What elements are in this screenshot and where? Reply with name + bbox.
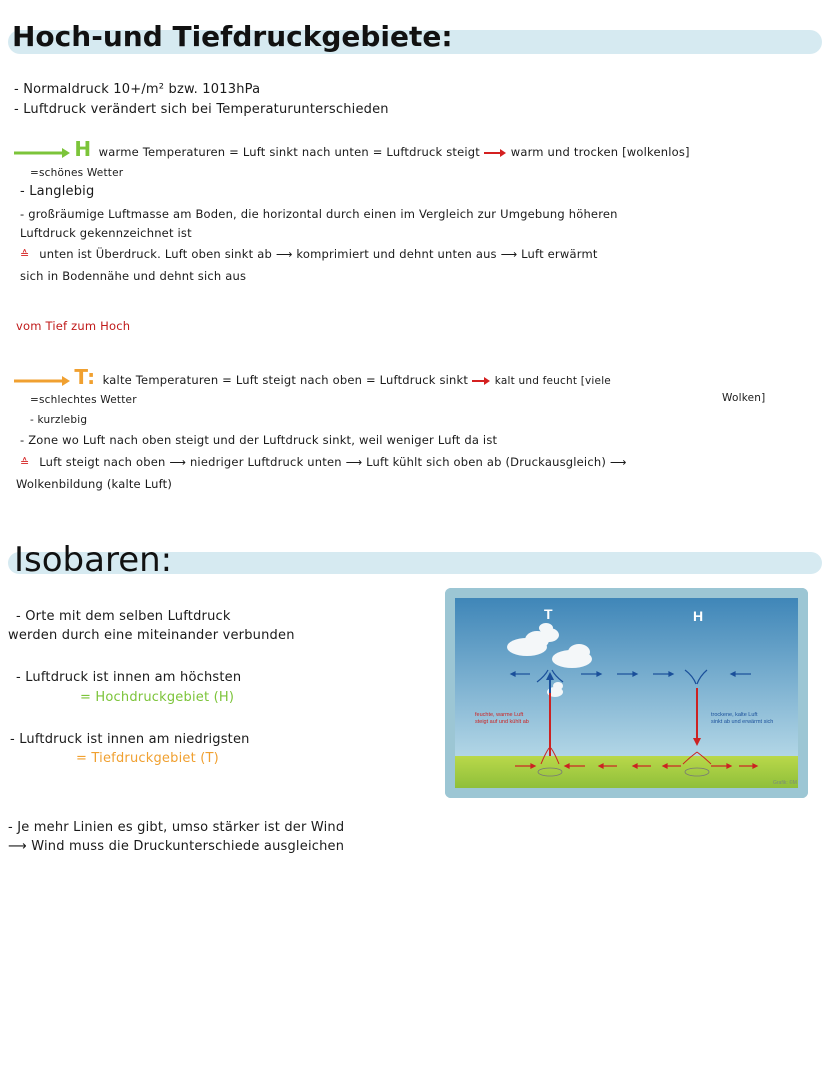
diagram-graphic [445, 588, 808, 798]
isobar-item-5: - Je mehr Linien es gibt, umso stärker ist der Wind [8, 820, 345, 835]
high-definition: warme Temperaturen = Luft sinkt nach unten = Luftdruck steigt [98, 145, 481, 159]
pressure-diagram [445, 588, 808, 798]
high-nice-weather: =schönes Wetter [30, 167, 124, 179]
low-symbol: T: [74, 365, 96, 389]
high-symbol: H [74, 137, 92, 161]
red-arrow-icon [472, 376, 490, 386]
isobaren-title: Isobaren: [14, 540, 173, 580]
page-title: Hoch-und Tiefdruckgebiete: [12, 20, 453, 53]
low-bad-weather: =schlechtes Wetter [30, 394, 137, 406]
bullet-normaldruck: - Normaldruck 10+/m² bzw. 1013hPa [14, 82, 261, 97]
arrow-icon: ⟶ [8, 839, 27, 854]
isobar-item-6: ⟶ Wind muss die Druckunterschiede ausgleichen [8, 839, 345, 854]
red-arrow-icon [484, 148, 506, 158]
high-line-1 [14, 137, 690, 161]
diagram-text-right: trockene, kalte Luft sinkt ab und erwärmt sich [711, 712, 774, 725]
isobar-item-1: - Orte mit dem selben Luftdruck [16, 609, 231, 624]
isobar-item-3: - Luftdruck ist innen am höchsten [16, 670, 242, 685]
arrow-icon: ⟶ [169, 455, 187, 469]
high-weather: warm und trocken [wolkenlos] [510, 145, 690, 159]
isobar-item-tief: = Tiefdruckgebiet (T) [76, 751, 219, 766]
diagram-label-t: T [544, 606, 553, 622]
low-definition: kalte Temperaturen = Luft steigt nach oben = Luftdruck sinkt [102, 373, 469, 387]
arrow-icon: ⟶ [275, 247, 293, 261]
warning-icon: ≙ [20, 248, 30, 261]
isobar-item-2: werden durch eine miteinander verbunden [8, 628, 295, 643]
low-line-1 [14, 365, 611, 389]
high-process: ≙ unten ist Überdruck. Luft oben sinkt ab ⟶ komprimiert und dehnt unten aus ⟶ Luft erwärmt [20, 247, 598, 261]
arrow-icon: ⟶ [609, 455, 627, 469]
isobar-item-4: - Luftdruck ist innen am niedrigsten [10, 732, 250, 747]
transition-note: vom Tief zum Hoch [16, 319, 131, 333]
orange-arrow-icon [14, 375, 70, 387]
low-description: - Zone wo Luft nach oben steigt und der Luftdruck sinkt, weil weniger Luft da ist [20, 433, 498, 447]
low-kurzlebig: - kurzlebig [30, 414, 88, 426]
low-clouds-formation: Wolkenbildung (kalte Luft) [16, 477, 173, 491]
warning-icon: ≙ [20, 456, 30, 469]
low-weather: kalt und feucht [viele [494, 375, 611, 387]
isobar-item-hoch: = Hochdruckgebiet (H) [80, 690, 235, 705]
high-description-1: - großräumige Luftmasse am Boden, die horizontal durch einen im Vergleich zur Umgebung höheren [20, 207, 618, 221]
low-clouds: Wolken] [722, 392, 766, 404]
diagram-text-left: feuchte, warme Luft steigt auf und kühlt ab [475, 712, 529, 725]
diagram-label-h: H [693, 608, 704, 624]
low-process: ≙ Luft steigt nach oben ⟶ niedriger Luftdruck unten ⟶ Luft kühlt sich oben ab (Druckausgleich) ⟶ [20, 455, 627, 469]
diagram-credit: Grafik: ©M [773, 780, 797, 786]
high-langlebig: - Langlebig [20, 184, 95, 199]
high-process-2: sich in Bodennähe und dehnt sich aus [20, 269, 247, 283]
green-arrow-icon [14, 147, 70, 159]
arrow-icon: ⟶ [500, 247, 518, 261]
arrow-icon: ⟶ [345, 455, 363, 469]
bullet-luftdruck: - Luftdruck verändert sich bei Temperaturunterschieden [14, 102, 389, 117]
high-description-2: Luftdruck gekennzeichnet ist [20, 226, 192, 240]
